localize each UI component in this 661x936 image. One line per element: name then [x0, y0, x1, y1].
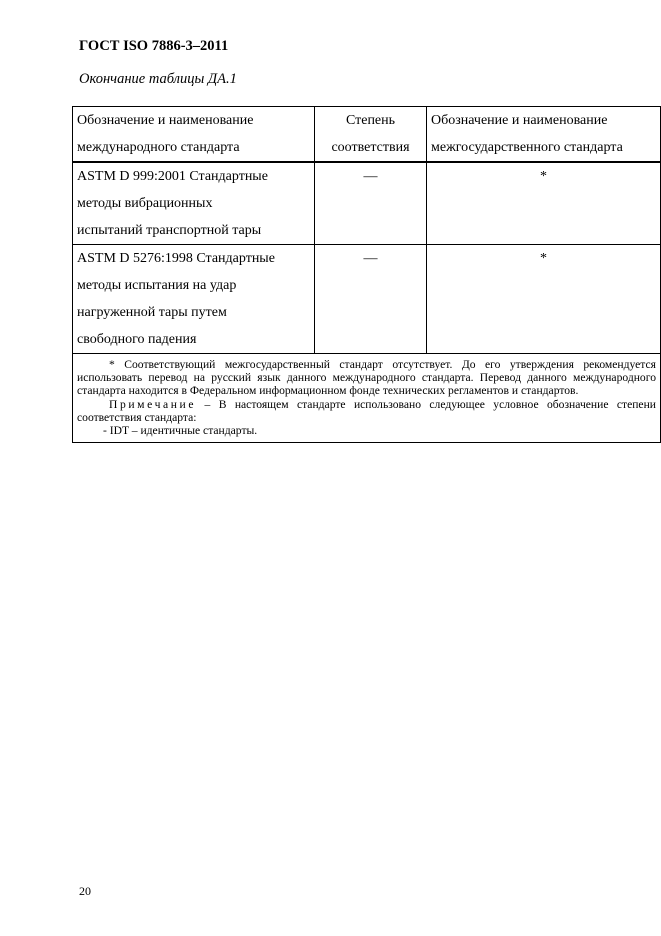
note [77, 398, 656, 424]
column-header-degree: Степень соответствия [315, 107, 427, 163]
interstate-standard-cell: * [427, 162, 661, 245]
standards-table [72, 106, 661, 443]
column-header-international: Обозначение и наименование международного стандарта [73, 107, 315, 163]
table-row [73, 245, 661, 354]
table-header-row [73, 107, 661, 163]
footnote: * Соответствующий межгосударственный стандарт отсутствует. До его утверждения рекомендуется использовать перевод на русский язык данного международного стандарта. Перевод данного международного стандарта находится в Федеральном информационном фонде технических регламентов и стандартов. [77, 358, 656, 398]
table-caption: Окончание таблицы ДА.1 [79, 71, 237, 87]
degree-cell: — [315, 245, 427, 354]
column-header-interstate: Обозначение и наименование межгосударственного стандарта [427, 107, 661, 163]
interstate-standard-cell: * [427, 245, 661, 354]
page-number: 20 [79, 884, 91, 898]
note-item: - IDT – идентичные стандарты. [103, 424, 258, 438]
degree-cell: — [315, 162, 427, 245]
international-standard-cell: ASTM D 5276:1998 Стандартные методы испытания на удар нагруженной тары путем свободного падения [73, 245, 315, 354]
note-label: Примечание [109, 397, 197, 411]
note-text: – В настоящем стандарте использовано следующее условное обозначение степени соответствия стандарта: [77, 397, 656, 424]
table-row [73, 162, 661, 245]
table-notes [73, 354, 661, 443]
international-standard-cell: ASTM D 999:2001 Стандартные методы вибрационных испытаний транспортной тары [73, 162, 315, 245]
document-code: ГОСТ ISO 7886-3–2011 [79, 38, 229, 54]
table-notes-row [73, 354, 661, 443]
